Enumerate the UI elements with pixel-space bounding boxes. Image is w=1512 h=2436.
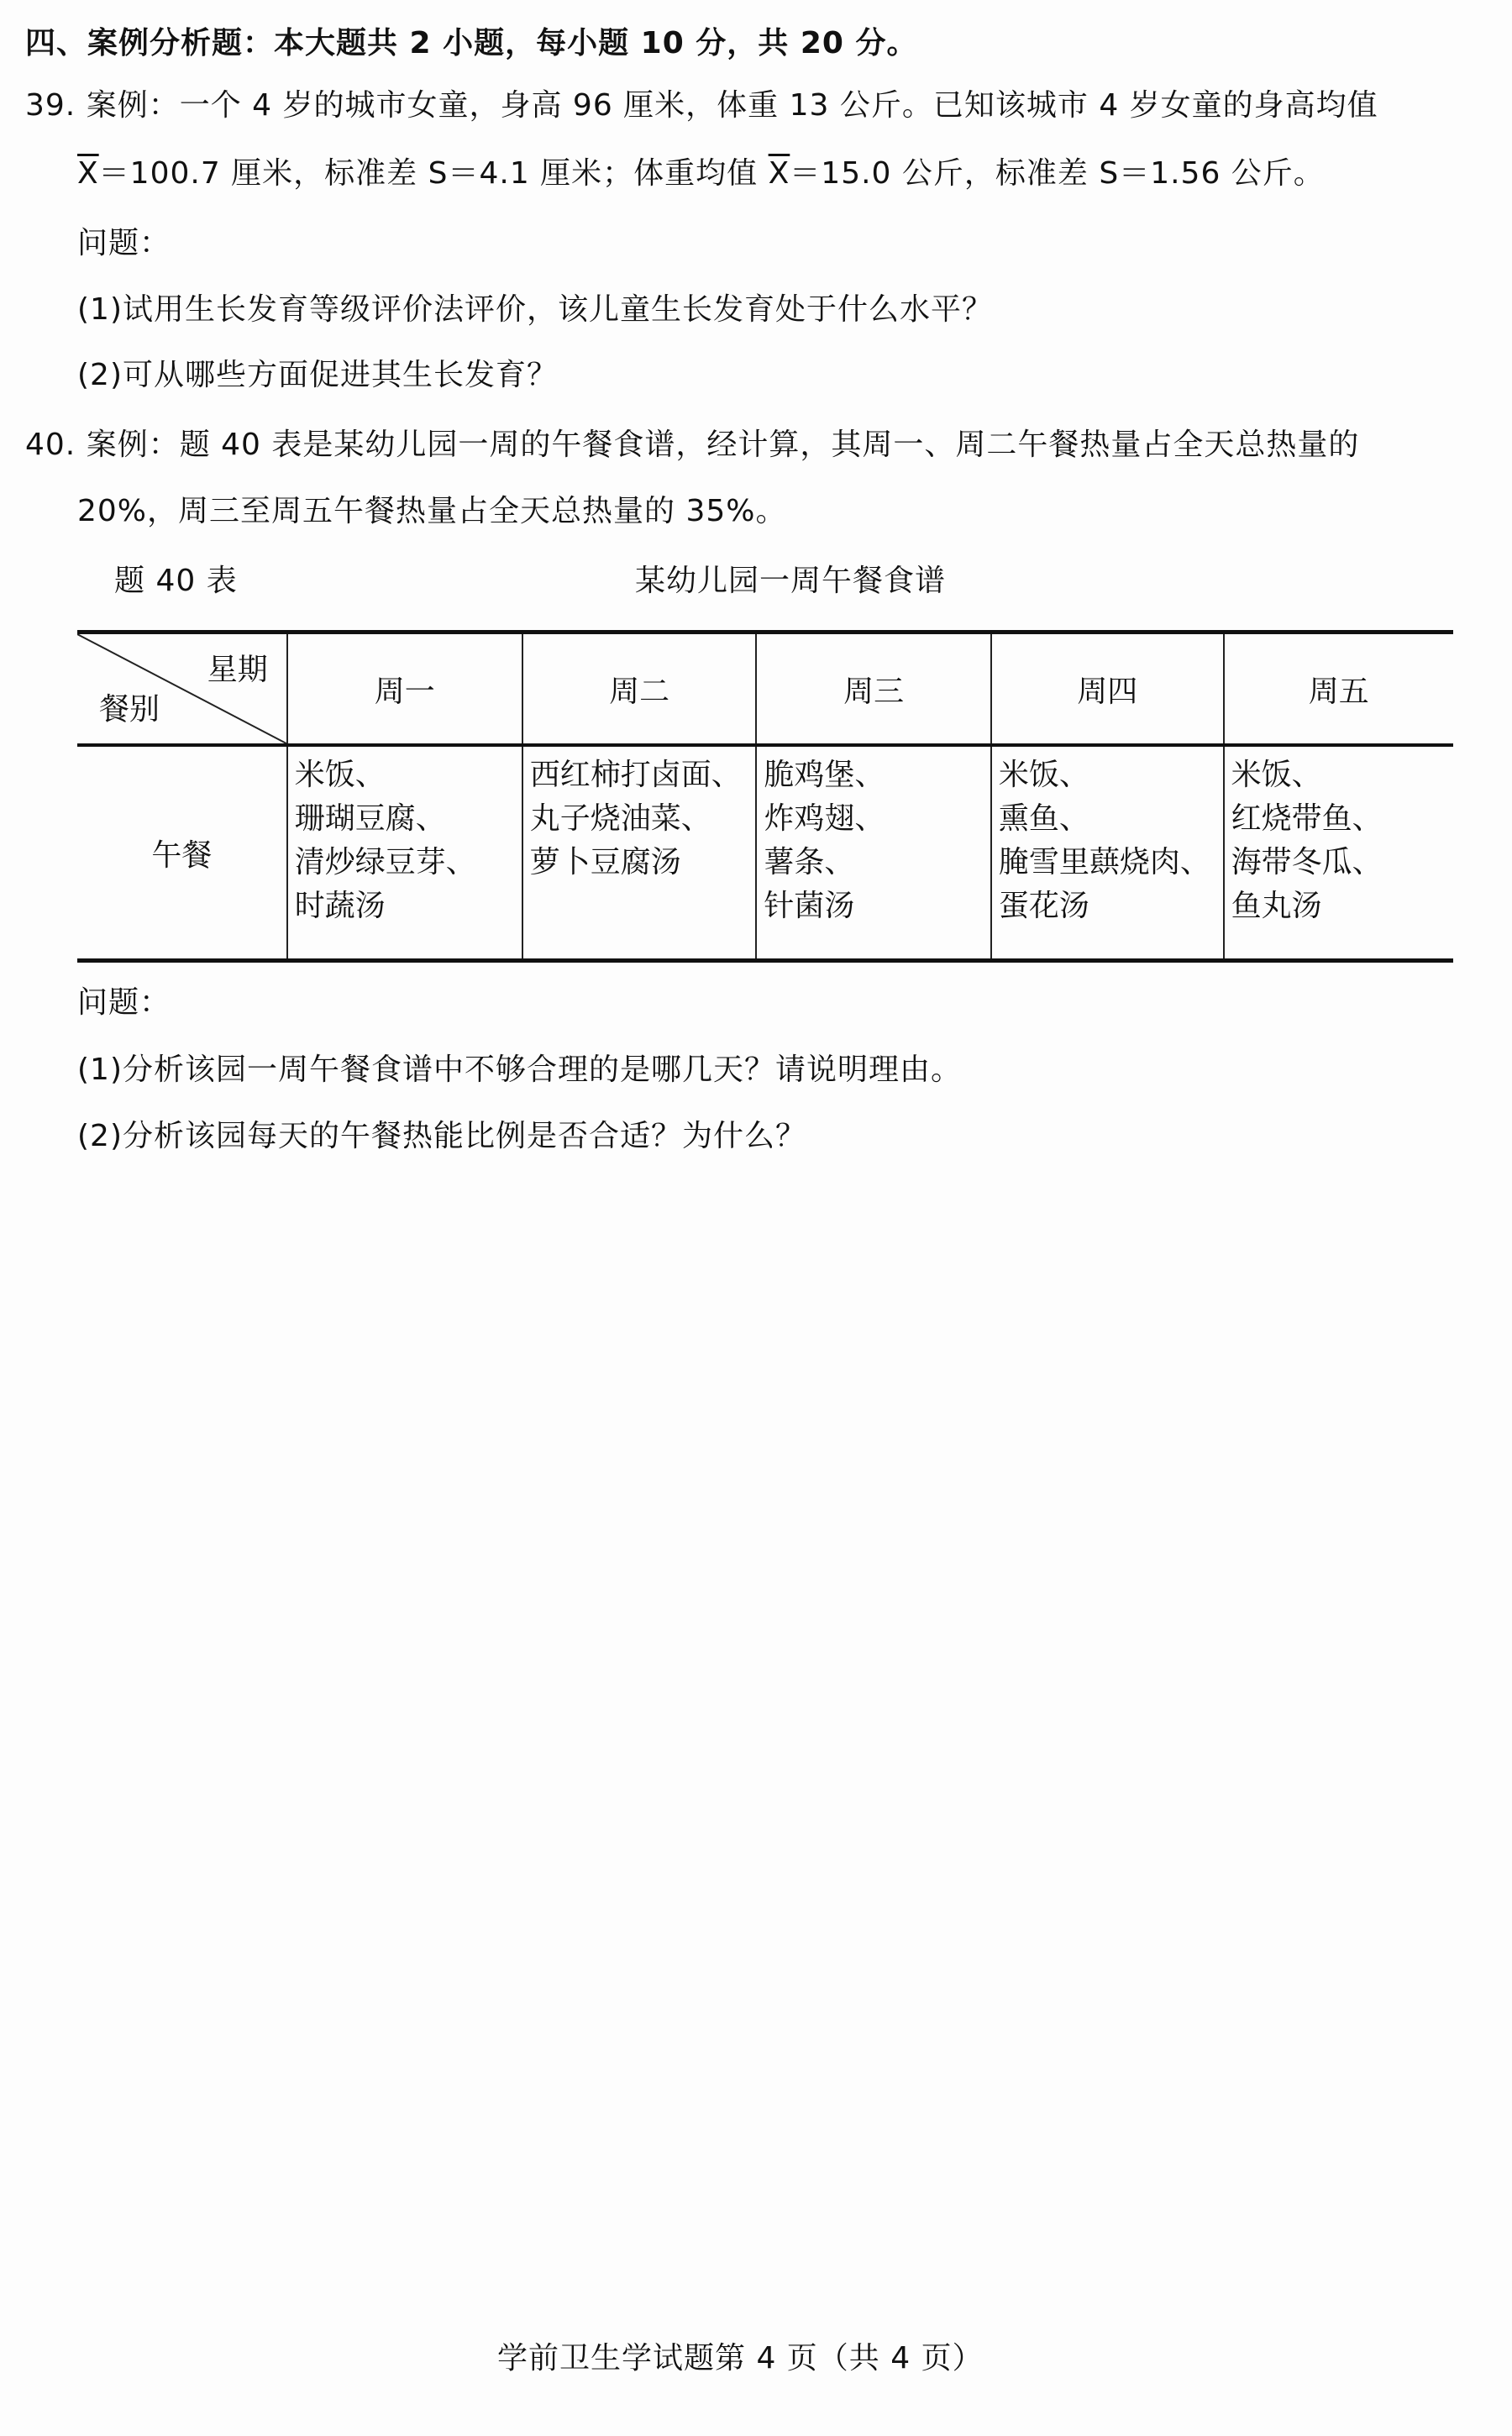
dish-item: 时蔬汤 [294,889,386,923]
q39-height-stats: ＝100.7 厘米，标准差 S＝4.1 厘米；体重均值 [98,156,769,191]
table-label: 题 40 表 [114,564,238,598]
header-day: 周四 [991,633,1224,746]
diagonal-corner-cell [77,633,287,746]
section-heading: 四、案例分析题：本大题共 2 小题，每小题 10 分，共 20 分。 [25,26,918,60]
meal-type-cell: 午餐 [77,745,287,961]
q39-stem-line2 [77,155,1325,192]
dish-item: 薯条、 [764,845,855,879]
q39-stem-line1: 39. 案例：一个 4 岁的城市女童，身高 96 厘米，体重 13 公斤。已知该城市 4 岁女童的身高均值 [25,88,1378,123]
table-header-row [77,633,1453,746]
dish-item: 海带冬瓜、 [1231,845,1383,879]
q39-questions-label: 问题： [77,226,171,260]
q39-question-1: (1)试用生长发育等级评价法评价，该儿童生长发育处于什么水平？ [77,292,993,327]
header-day: 周三 [756,633,991,746]
dish-item: 珊瑚豆腐、 [294,801,446,836]
mean-symbol: $\overline{X}$ [768,156,790,191]
q40-question-1: (1)分析该园一周午餐食谱中不够合理的是哪几天？请说明理由。 [77,1053,962,1087]
dish-item: 米饭、 [294,758,386,792]
dish-item: 脆鸡堡、 [764,758,885,792]
dish-item: 针菌汤 [764,889,855,923]
q40-stem-line2: 20%，周三至周五午餐热量占全天总热量的 35%。 [77,494,787,528]
dishes-cell-thu [991,745,1224,961]
q39-question-2: (2)可从哪些方面促进其生长发育？ [77,358,558,392]
dish-item: 萝卜豆腐汤 [529,845,681,879]
dishes-cell-mon [287,745,522,961]
dish-item: 红烧带鱼、 [1231,801,1383,836]
dish-item: 米饭、 [998,758,1089,792]
lunch-menu-table [77,630,1453,963]
dishes-cell-wed [756,745,991,961]
header-day: 周五 [1224,633,1453,746]
q40-stem-line1: 40. 案例：题 40 表是某幼儿园一周的午餐食谱，经计算，其周一、周二午餐热量占全天总热量的 [25,428,1360,462]
table-title: 某幼儿园一周午餐食谱 [635,564,947,598]
dish-item: 熏鱼、 [998,801,1089,836]
dish-item: 清炒绿豆芽、 [294,845,476,879]
dish-item: 蛋花汤 [998,889,1089,923]
dishes-cell-tue [522,745,757,961]
dish-item: 腌雪里蕻烧肉、 [998,845,1210,879]
dish-item: 丸子烧油菜、 [529,801,711,836]
header-day: 周一 [287,633,522,746]
table-row-lunch [77,745,1453,961]
dish-item: 炸鸡翅、 [764,801,885,836]
dish-item: 西红柿打卤面、 [529,758,742,792]
corner-label-weekday: 星期 [207,653,268,687]
q39-weight-stats: ＝15.0 公斤，标准差 S＝1.56 公斤。 [790,156,1325,191]
header-day: 周二 [522,633,757,746]
q40-questions-label: 问题： [77,985,171,1020]
dishes-cell-fri [1224,745,1453,961]
page-footer: 学前卫生学试题第 4 页（共 4 页） [497,2341,984,2376]
corner-label-meal: 餐别 [99,692,160,727]
dish-item: 鱼丸汤 [1231,889,1322,923]
dish-item: 米饭、 [1231,758,1322,792]
mean-symbol: $\overline{X}$ [77,156,99,191]
q40-question-2: (2)分析该园每天的午餐热能比例是否合适？为什么？ [77,1119,806,1153]
